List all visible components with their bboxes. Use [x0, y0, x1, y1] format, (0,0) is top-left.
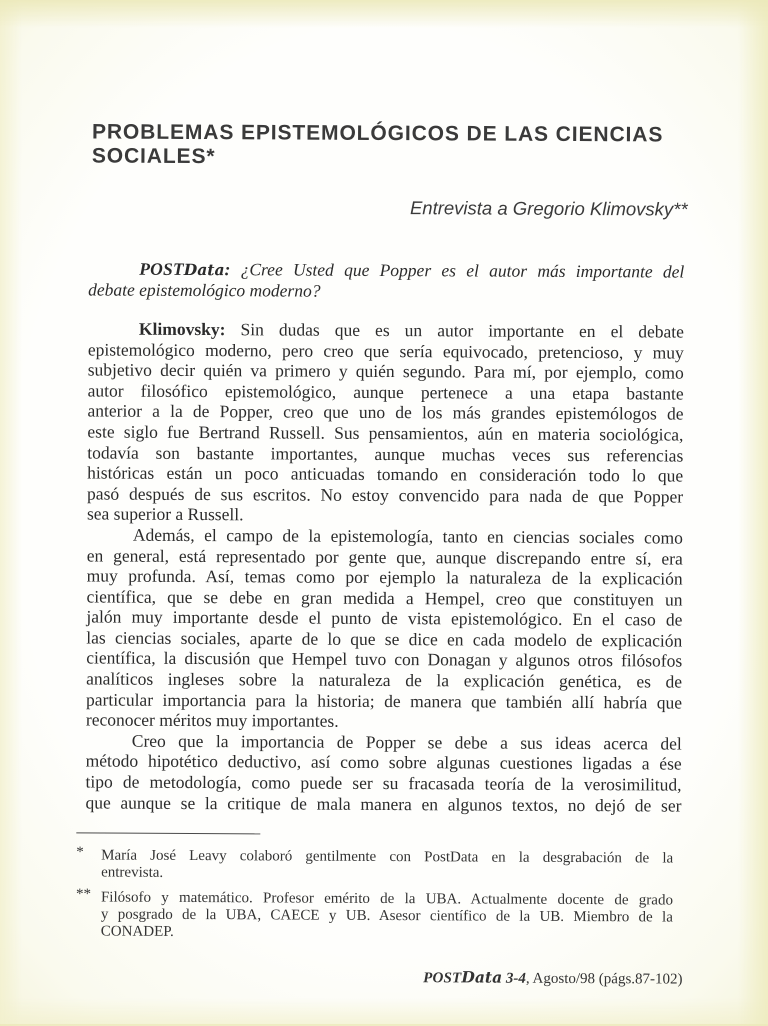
footnote [75, 886, 674, 943]
answer-line: sea superior a Russell. [86, 503, 244, 525]
question-line: debate epistemológico moderno? [88, 279, 321, 301]
footnote-line: María José Leavy colaboró gentilmente con PostData en la desgrabación de la [101, 847, 674, 867]
article-title [92, 120, 664, 171]
answer-paragraph [85, 730, 681, 815]
answer-line [88, 318, 684, 342]
journal-details: , Agosto/98 (págs.87-102) [525, 970, 683, 988]
answer-line: pasó después de sus escritos. No estoy convencido para nada de que Popper [87, 483, 684, 507]
footnote-marker: ** [75, 886, 92, 903]
question-text: ¿Cree Usted que Popper es el autor más importante del [240, 259, 685, 282]
footnote-line: CONADEP. [100, 923, 174, 940]
answer-line: método hipotético deductivo, así como sobre algunas cuestiones ligadas a ése [85, 750, 682, 775]
footnote-separator [76, 832, 260, 834]
answer-line: tipo de metodología, como puede ser su fracasada teoría de la verosimilitud, [85, 771, 682, 795]
footnotes [75, 844, 674, 943]
footnote-line: y posgrado de la UBA, CAECE y UB. Asesor científico de la UB. Miembro de la [100, 906, 673, 926]
article-body [85, 258, 684, 815]
answer-line: en general, está representado por gente que, aunque discrepando entre sí, era [86, 544, 683, 569]
speaker-colon: : [224, 259, 231, 280]
footnote-line: entrevista. [101, 864, 164, 881]
journal-name [423, 967, 526, 987]
answer-line: que aunque se la critique de mala manera en algunos textos, no dejó de ser [85, 792, 682, 816]
answer-line: Además, el campo de la epistemología, tanto en ciencias sociales como [132, 524, 683, 548]
answer-line: todavía son bastante importantes, aunque muchas veces sus referencias [87, 441, 684, 466]
answer-line: las ciencias sociales, aparte de lo que se dice en cada modelo de explicación [86, 627, 683, 651]
answer-text: Sin dudas que es un autor importante en el debate [240, 319, 685, 342]
article-subtitle: Entrevista a Gregorio Klimovsky** [409, 197, 688, 220]
answer-paragraph [87, 318, 684, 527]
answer-line: autor filosófico epistemológico, aunque pertenece a una etapa bastante [87, 380, 684, 404]
postdata-logo-data: Data [183, 259, 225, 280]
answer-line: reconocer méritos muy importantes. [85, 709, 339, 732]
postdata-speaker-label [139, 259, 230, 279]
footnote [76, 844, 674, 884]
answer-line: jalón muy importante desde el punto de vista epistemológico. En el caso de [86, 606, 683, 630]
answer-line: históricas están un poco anticuadas tomando en consideración todo lo que [87, 462, 684, 486]
page-footer [423, 968, 683, 988]
answer-line: analíticos ingleses sobre la naturaleza de la explicación genética, es de [86, 668, 683, 692]
answer-line: Creo que la importancia de Popper se debe a sus ideas acerca del [131, 730, 682, 754]
footnote-marker: * [76, 844, 84, 861]
journal-issue: 3-4 [505, 970, 526, 987]
footnote-line: Filósofo y matemático. Profesor emérito de la UBA. Actualmente docente de grado [100, 889, 674, 909]
answer-line: particular importancia para la historia; de manera que también allí habría que [85, 689, 683, 713]
article-title-line: PROBLEMAS EPISTEMOLÓGICOS DE LAS CIENCIAS [91, 120, 664, 147]
journal-logo-post: POST [423, 970, 462, 987]
answer-line: científica, la discusión que Hempel tuvo con Donagan y algunos otros filósofos [86, 647, 683, 672]
answer-line: muy profunda. Así, temas como por ejemplo la naturaleza de la explicación [86, 565, 683, 589]
answer-line: epistemológico moderno, pero creo que sería equivocado, pretencioso, y muy [87, 339, 684, 363]
postdata-logo-post: POST [139, 258, 184, 279]
article-title-line: SOCIALES* [91, 144, 216, 169]
answer-line: subjetivo decir quién va primero y quién segundo. Para mí, por ejemplo, como [87, 359, 684, 383]
answer-line: anterior a la de Popper, creo que uno de los más grandes epistemólogos de [87, 400, 684, 424]
answer-line: científica, que se debe en gran medida a Hempel, creo que constituyen un [86, 586, 683, 610]
journal-logo-data: Data [461, 967, 503, 987]
question-line [88, 258, 684, 282]
answer-line: este siglo fue Bertrand Russell. Sus pensamientos, aún en materia sociológica, [87, 421, 684, 445]
question-paragraph [88, 258, 684, 302]
answer-paragraph [86, 524, 683, 733]
klimovsky-speaker-label: Klimovsky: [138, 318, 226, 340]
